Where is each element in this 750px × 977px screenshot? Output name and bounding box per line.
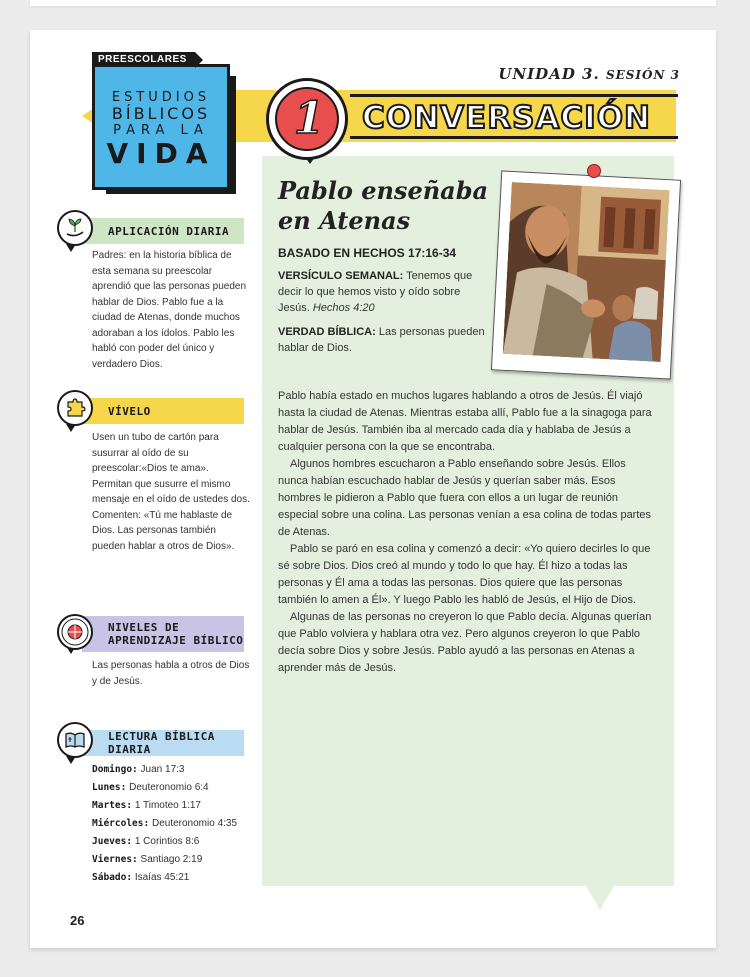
- weekly-verse: [278, 268, 492, 316]
- page-number: 26: [70, 913, 85, 928]
- live-it-heading: VÍVELO: [82, 398, 244, 424]
- truth-label: VERDAD BÍBLICA:: [278, 326, 376, 338]
- story-paragraph: Algunas de las personas no creyeron lo que Pablo decía. Algunas querían que Pablo volviera y hablara otra vez. Pero algunos creyeron lo que Pablo decía sobre Dios y sobre Jesús. Pablo ayudó a las personas en Atenas a aprender más de Jesús.: [278, 611, 652, 674]
- logo-line-2: BÍBLICOS: [111, 104, 211, 123]
- pin-icon: [587, 164, 601, 178]
- reading-day: Viernes:: [92, 854, 138, 865]
- reading-ref: 1 Corintios 8:6: [134, 836, 200, 847]
- reading-day: Domingo:: [92, 764, 138, 775]
- logo-line-3: PARA LA: [113, 123, 209, 138]
- verse-label: VERSÍCULO SEMANAL:: [278, 270, 404, 282]
- list-item: [92, 815, 237, 833]
- list-item: [92, 869, 237, 887]
- list-item: [92, 779, 237, 797]
- reading-ref: 1 Timoteo 1:17: [134, 800, 201, 811]
- based-on: BASADO EN HECHOS 17:16-34: [278, 246, 457, 260]
- list-item: [92, 851, 237, 869]
- story-paragraph: Pablo se paró en esa colina y comenzó a decir: «Yo quiero decirles lo que sé sobre Dios. Dios creó al mundo y todo lo que hay. Él hizo a todas las personas y Él ama a todas las personas. Dios quiere que las personas también lo amen a Él». Y luego Pablo les habló de Jesús, el Hijo de Dios.: [278, 543, 651, 606]
- truth-text: Las personas pueden hablar de Dios.: [278, 326, 485, 354]
- daily-reading-list: [92, 761, 237, 887]
- logo: [96, 90, 226, 170]
- reading-ref: Isaías 45:21: [134, 872, 190, 883]
- puzzle-icon: [57, 390, 93, 426]
- reading-day: Jueves:: [92, 836, 133, 847]
- plant-hand-icon: [57, 210, 93, 246]
- daily-application-heading: APLICACIÓN DIARIA: [82, 218, 244, 244]
- section-title: CONVERSACIÓN: [362, 100, 651, 136]
- learning-levels-text: Las personas habla a otros de Dios y de Jesús.: [92, 660, 250, 687]
- list-item: [92, 833, 237, 851]
- reading-day: Sábado:: [92, 872, 133, 883]
- live-it-text: Usen un tubo de cartón para susurrar al oído de su preescolar:«Dios te ama». Permitan que susurre el mismo mensaje en el oído de ustedes dos. Comenten: «Tú me hablaste de Dios. Las personas también pueden hablar a otros de Dios».: [92, 432, 250, 552]
- reading-day: Lunes:: [92, 782, 127, 793]
- verse-text: Tenemos que decir lo que hemos visto y oído sobre Jesús.: [278, 270, 473, 314]
- story-illustration: [491, 170, 681, 379]
- learning-levels-title-1: NIVELES DE: [108, 621, 180, 634]
- daily-reading-heading: LECTURA BÍBLICA DIARIA: [82, 730, 244, 756]
- list-item: [92, 761, 237, 779]
- bible-icon: [57, 722, 93, 758]
- reading-ref: Deuteronomio 6:4: [129, 782, 209, 793]
- verse-reference: Hechos 4:20: [312, 302, 375, 314]
- bible-truth: [278, 324, 492, 356]
- section-number: 1: [293, 93, 325, 144]
- learning-levels-title-2: APRENDIZAJE BÍBLICO: [108, 634, 244, 647]
- list-item: [92, 797, 237, 815]
- reading-ref: Santiago 2:19: [140, 854, 203, 865]
- daily-application-text: Padres: en la historia bíblica de esta semana su preescolar aprendió que las personas pueden hablar de Dios. Pablo fue a la ciudad de Atenas, donde muchos adoraban a los ídolos. Pablo les habló con poder del único y verdadero Dios.: [92, 250, 247, 370]
- previous-page-edge: [30, 0, 716, 6]
- reading-ref: Deuteronomio 4:35: [151, 818, 238, 829]
- unit-session: SESIÓN 3: [605, 68, 680, 82]
- community-world-icon: [57, 614, 93, 650]
- logo-line-4: VIDA: [106, 137, 216, 170]
- logo-tag: PREESCOLARES: [92, 52, 195, 67]
- learning-levels-heading: [82, 616, 244, 652]
- reading-day: Miércoles:: [92, 818, 150, 829]
- number-bubble: [266, 78, 348, 160]
- unit-main: UNIDAD 3.: [498, 65, 600, 83]
- banner-top-rule: [350, 94, 678, 97]
- story-body: [278, 388, 658, 677]
- story-paragraph: Pablo había estado en muchos lugares hablando a otros de Jesús. Él viajó hasta la ciudad de Atenas. Mientras estaba allí, Pablo fue a la sinagoga para hablar de Jesús. También iba al mercado cada día y hablaba de Jesús a cualquier persona con la que se encontraba.: [278, 390, 652, 453]
- banner-bottom-rule: [350, 136, 678, 139]
- number-bubble-inner: [275, 87, 339, 151]
- logo-line-1: ESTUDIOS: [111, 90, 211, 105]
- reading-day: Martes:: [92, 800, 133, 811]
- unit-label: [498, 65, 680, 83]
- story-panel-tail: [586, 886, 614, 910]
- story-paragraph: Algunos hombres escucharon a Pablo enseñando sobre Jesús. Ellos nunca habían escuchado hablar de Jesús y querían saber más. Esos hombres le pidieron a Pablo que fuera con ellos a un lugar de reunión especial sobre una colina. Las personas venían a esa colina de todas partes de Atenas.: [278, 458, 652, 538]
- story-title: Pablo enseñaba en Atenas: [278, 176, 489, 235]
- reading-ref: Juan 17:3: [140, 764, 185, 775]
- paul-illustration: [503, 182, 670, 362]
